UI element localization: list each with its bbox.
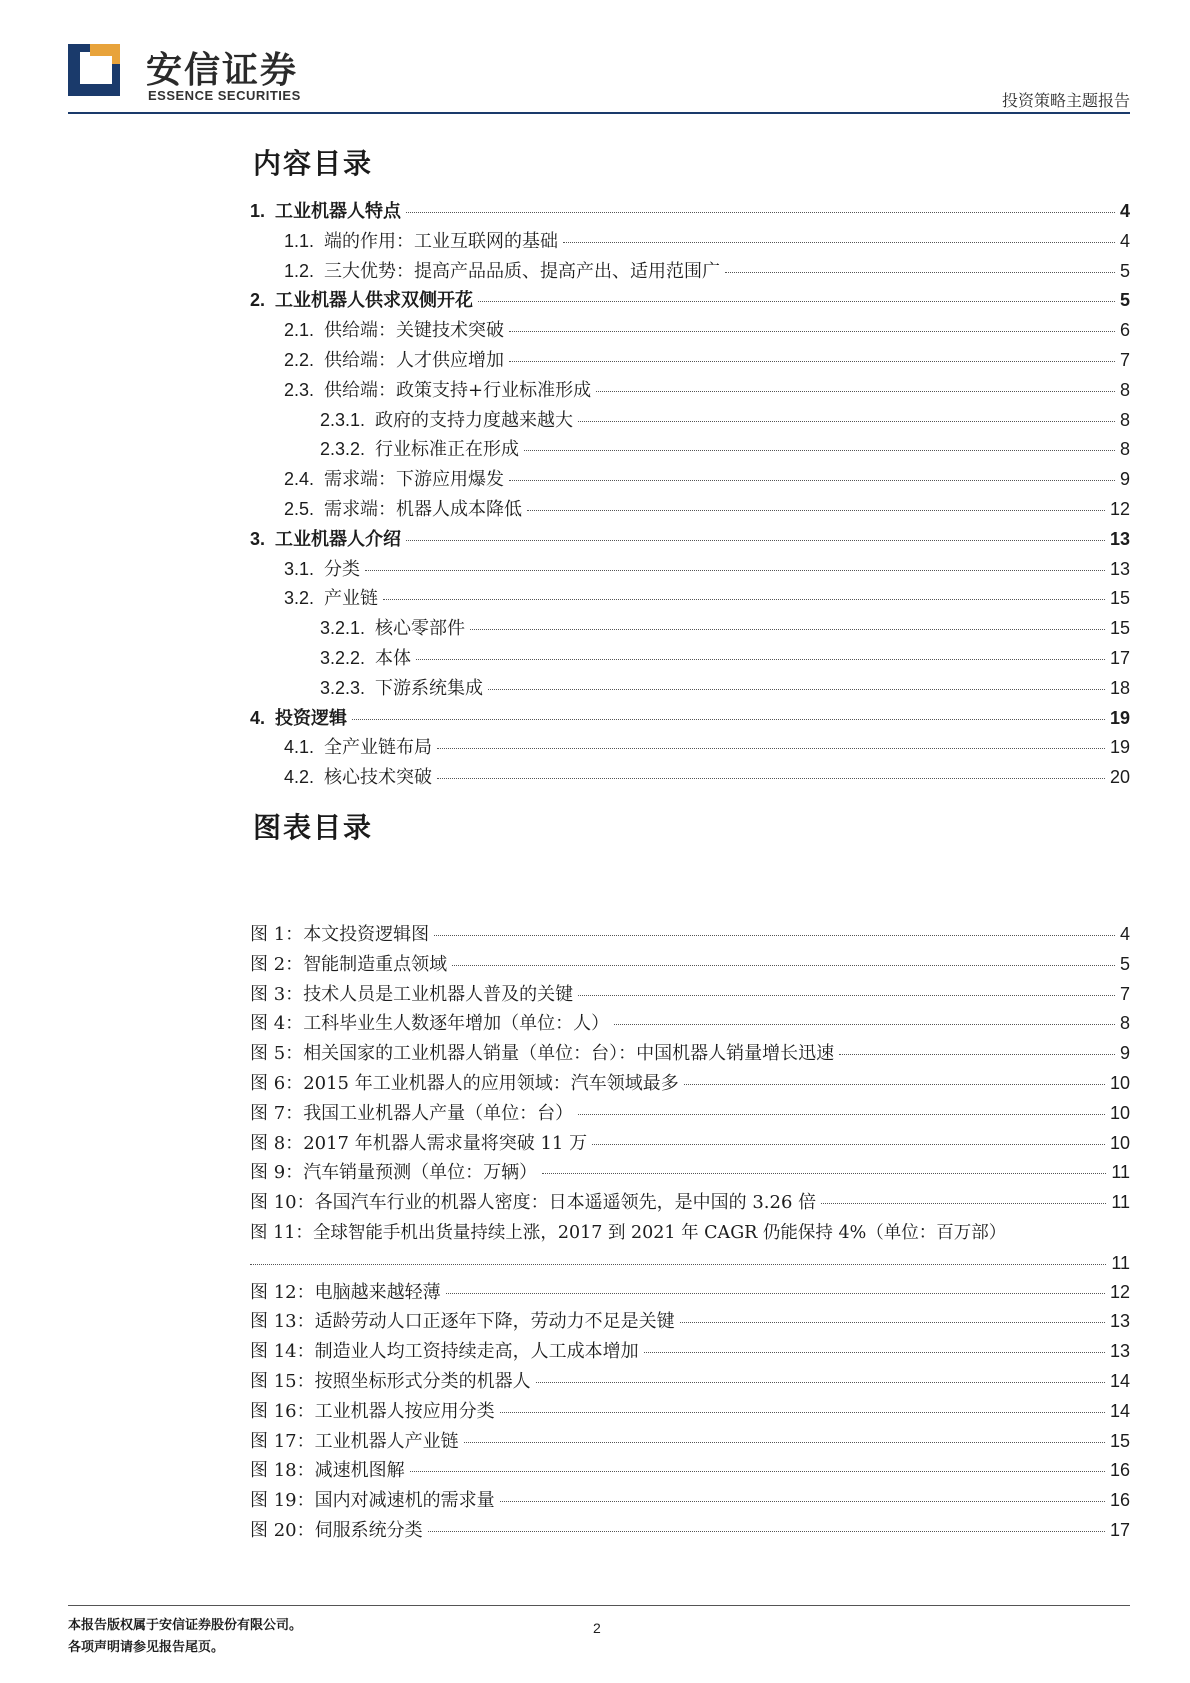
toc-entry-title: 全产业链布局 <box>324 737 433 759</box>
toc-entry[interactable] <box>284 257 1130 283</box>
toc-entry-page: 12 <box>1109 499 1130 519</box>
toc-entry[interactable] <box>250 525 1130 551</box>
figure-title: 工科毕业生人数逐年增加（单位：人） <box>303 1013 610 1035</box>
figure-page: 10 <box>1109 1102 1130 1123</box>
leader-dots <box>478 301 1115 302</box>
toc-entry-title: 工业机器人特点 <box>275 201 402 222</box>
leader-dots <box>452 965 1115 966</box>
figure-entry[interactable] <box>250 1188 1130 1214</box>
toc-entry-page: 19 <box>1109 707 1130 728</box>
toc-entry[interactable] <box>284 555 1130 581</box>
report-type-label: 投资策略主题报告 <box>1001 91 1130 110</box>
toc-entry-page: 19 <box>1109 737 1130 758</box>
toc-entry-title: 政府的支持力度越来越大 <box>375 409 574 431</box>
figure-page: 10 <box>1109 1132 1130 1153</box>
leader-dots <box>680 1322 1105 1323</box>
leader-dots <box>410 1471 1105 1472</box>
figure-title: 电脑越来越轻薄 <box>314 1281 441 1303</box>
figure-label: 图 11： <box>250 1223 313 1243</box>
leader-dots <box>821 1203 1106 1204</box>
toc-entry[interactable] <box>320 406 1130 432</box>
toc-entry-title: 投资逻辑 <box>275 707 348 729</box>
toc-entry-page: 4 <box>1119 230 1130 251</box>
toc-entry[interactable] <box>250 704 1130 730</box>
figure-label: 图 18： <box>250 1460 315 1482</box>
figure-page: 13 <box>1109 1311 1130 1332</box>
figures-title: 图表目录 <box>253 811 374 844</box>
leader-dots <box>437 748 1105 749</box>
toc-entry-number: 3.1. <box>284 558 315 579</box>
leader-dots <box>527 510 1105 511</box>
toc-entry-number: 2.4. <box>284 469 315 490</box>
figure-entry[interactable] <box>250 1307 1130 1333</box>
toc-entry-page: 5 <box>1119 290 1130 311</box>
leader-dots <box>509 361 1115 362</box>
toc-entry-number: 2.2. <box>284 350 315 370</box>
toc-entry[interactable] <box>284 584 1130 610</box>
figure-entry[interactable] <box>250 1367 1130 1393</box>
figure-page: 14 <box>1109 1400 1130 1421</box>
figure-page: 9 <box>1119 1043 1130 1064</box>
leader-dots <box>470 629 1105 630</box>
leader-dots <box>536 1382 1105 1383</box>
toc-entry[interactable] <box>320 674 1130 700</box>
figure-label: 图 13： <box>250 1311 315 1333</box>
leader-dots <box>614 1024 1115 1025</box>
toc-entry-number: 2.3.1. <box>320 409 366 430</box>
toc-entry[interactable] <box>250 197 1130 223</box>
header-divider <box>68 112 1130 114</box>
toc-entry-page: 4 <box>1119 201 1130 221</box>
figure-title: 按照坐标形式分类的机器人 <box>314 1371 531 1392</box>
figure-entry[interactable] <box>250 1039 1130 1065</box>
toc-entry-page: 5 <box>1119 260 1130 281</box>
leader-dots <box>500 1412 1105 1413</box>
figure-title: 本文投资逻辑图 <box>303 924 430 945</box>
toc-entry-page: 8 <box>1119 409 1130 430</box>
toc-entry[interactable] <box>284 733 1130 759</box>
toc-entry-title: 端的作用：工业互联网的基础 <box>324 230 559 252</box>
toc-entry-number: 3. <box>250 528 266 549</box>
toc-entry-title: 工业机器人供求双侧开花 <box>275 290 474 312</box>
toc-entry-page: 15 <box>1109 618 1130 639</box>
figure-title: 2015 年工业机器人的应用领域：汽车领域最多 <box>303 1073 679 1094</box>
figure-page: 11 <box>1111 1253 1130 1273</box>
toc-entry-number: 2.3.2. <box>320 439 366 460</box>
toc-entry[interactable] <box>284 465 1130 491</box>
figure-label: 图 3： <box>250 983 304 1005</box>
figure-entry[interactable] <box>250 1516 1130 1542</box>
leader-dots <box>725 272 1115 273</box>
figure-label: 图 1： <box>250 924 304 945</box>
toc-entry[interactable] <box>284 763 1130 789</box>
figure-page: 15 <box>1109 1430 1130 1451</box>
toc-entry-title: 下游系统集成 <box>375 677 484 699</box>
leader-dots <box>509 331 1115 332</box>
leader-dots <box>684 1084 1105 1085</box>
figure-label: 图 14： <box>250 1341 315 1363</box>
figure-title: 各国汽车行业的机器人密度：日本遥遥领先，是中国的 3.26 倍 <box>314 1192 817 1214</box>
leader-dots <box>428 1531 1105 1532</box>
toc-entry-title: 供给端：政策支持+行业标准形成 <box>324 379 592 401</box>
figure-title: 汽车销量预测（单位：万辆） <box>303 1162 538 1184</box>
toc-entry-number: 3.2. <box>284 588 315 609</box>
figure-title: 伺服系统分类 <box>314 1520 423 1541</box>
figure-title: 我国工业机器人产量（单位：台） <box>303 1102 574 1124</box>
toc-entry-number: 1.2. <box>284 260 315 281</box>
figure-page: 16 <box>1109 1460 1130 1481</box>
figure-title: 制造业人均工资持续走高，人工成本增加 <box>314 1341 639 1363</box>
figure-label: 图 9： <box>250 1162 304 1184</box>
leader-dots <box>509 480 1115 481</box>
leader-dots <box>383 599 1105 600</box>
figure-title: 工业机器人产业链 <box>314 1430 459 1452</box>
leader-dots <box>578 995 1115 996</box>
toc-entry-number: 2.5. <box>284 499 315 519</box>
toc-entry-title: 行业标准正在形成 <box>375 439 520 461</box>
figure-page: 16 <box>1109 1490 1130 1511</box>
leader-dots <box>578 421 1115 422</box>
figure-entry[interactable] <box>250 1427 1130 1453</box>
figure-title: 2017 年机器人需求量将突破 11 万 <box>303 1132 588 1154</box>
toc-entry-page: 8 <box>1119 439 1130 460</box>
figure-title: 国内对减速机的需求量 <box>314 1490 495 1512</box>
figure-title: 智能制造重点领域 <box>303 953 448 975</box>
toc-entry[interactable] <box>284 346 1130 372</box>
leader-dots <box>434 935 1115 936</box>
toc-entry-page: 7 <box>1119 350 1130 370</box>
figure-entry[interactable] <box>250 1158 1130 1184</box>
figure-page: 8 <box>1119 1013 1130 1034</box>
toc-entry-page: 8 <box>1119 379 1130 400</box>
toc-entry[interactable] <box>250 286 1130 312</box>
figure-label: 图 20： <box>250 1520 315 1541</box>
figure-entry[interactable] <box>250 1337 1130 1363</box>
toc-entry-title: 三大优势：提高产品品质、提高产出、适用范围广 <box>324 260 721 282</box>
toc-entry-title: 核心技术突破 <box>324 767 433 789</box>
toc-entry-number: 1.1. <box>284 230 315 251</box>
toc-entry-title: 需求端：下游应用爆发 <box>324 469 505 491</box>
toc-entry[interactable] <box>284 495 1130 521</box>
leader-dots <box>416 659 1105 660</box>
toc-entry-title: 本体 <box>375 648 412 669</box>
figure-label: 图 8： <box>250 1132 304 1154</box>
figure-label: 图 5： <box>250 1043 304 1065</box>
figure-entry[interactable] <box>250 1069 1130 1095</box>
toc-entry-title: 核心零部件 <box>375 618 466 640</box>
leader-dots <box>365 570 1105 571</box>
figure-entry[interactable] <box>250 1129 1130 1155</box>
contents-title: 内容目录 <box>253 147 374 180</box>
leader-dots <box>500 1501 1105 1502</box>
figure-page: 17 <box>1109 1520 1130 1540</box>
disclaimer-notice: 各项声明请参见报告尾页。 <box>68 1640 225 1655</box>
toc-entry-page: 18 <box>1109 677 1130 698</box>
figure-entry[interactable] <box>250 1456 1130 1482</box>
figure-label: 图 6： <box>250 1073 304 1094</box>
figure-title: 全球智能手机出货量持续上涨，2017 到 2021 年 CAGR 仍能保持 4%（单位：百万部） <box>312 1223 1007 1243</box>
toc-entry-title: 产业链 <box>324 588 379 610</box>
toc-entry-number: 2. <box>250 290 266 311</box>
toc-entry-title: 需求端：机器人成本降低 <box>324 499 523 520</box>
leader-dots <box>839 1054 1115 1055</box>
figure-title: 适龄劳动人口正逐年下降，劳动力不足是关键 <box>314 1311 675 1333</box>
figure-label: 图 10： <box>250 1192 315 1214</box>
figure-label: 图 4： <box>250 1013 304 1035</box>
toc-entry-title: 供给端：人才供应增加 <box>324 350 505 371</box>
figure-entry[interactable] <box>250 920 1130 946</box>
leader-dots <box>596 391 1115 392</box>
figure-page: 4 <box>1119 924 1130 944</box>
toc-entry-number: 4.2. <box>284 767 315 788</box>
leader-dots <box>406 540 1105 541</box>
toc-entry-page: 15 <box>1109 588 1130 609</box>
leader-dots <box>488 689 1105 690</box>
toc-entry-number: 4. <box>250 707 266 728</box>
toc-entry-title: 工业机器人介绍 <box>275 528 402 550</box>
figure-entry[interactable] <box>250 1099 1130 1125</box>
logo-text-en: ESSENCE SECURITIES <box>148 88 301 103</box>
figure-page: 14 <box>1109 1371 1130 1391</box>
copyright-notice: 本报告版权属于安信证券股份有限公司。 <box>68 1618 303 1633</box>
leader-dots <box>542 1173 1106 1174</box>
figure-page: 12 <box>1109 1281 1130 1302</box>
leader-dots <box>563 242 1115 243</box>
figure-label: 图 16： <box>250 1400 315 1422</box>
figure-page: 5 <box>1119 953 1130 974</box>
figure-page: 13 <box>1109 1341 1130 1362</box>
toc-entry-number: 1. <box>250 201 266 221</box>
toc-entry-title: 分类 <box>324 558 361 580</box>
toc-entry-title: 供给端：关键技术突破 <box>324 320 505 342</box>
leader-dots <box>250 1264 1106 1265</box>
leader-dots <box>437 778 1105 779</box>
toc-entry-number: 3.2.2. <box>320 648 366 668</box>
toc-entry[interactable] <box>284 227 1130 253</box>
toc-entry-page: 20 <box>1109 767 1130 788</box>
toc-entry-page: 6 <box>1119 320 1130 341</box>
figure-page: 11 <box>1111 1192 1130 1213</box>
figure-label: 图 2： <box>250 953 304 975</box>
figure-label: 图 7： <box>250 1102 304 1124</box>
toc-entry[interactable] <box>284 316 1130 342</box>
figure-page: 7 <box>1119 983 1130 1004</box>
figure-label: 图 15： <box>250 1371 315 1392</box>
toc-entry[interactable] <box>320 435 1130 461</box>
leader-dots <box>524 450 1115 451</box>
toc-entry[interactable] <box>320 644 1130 670</box>
figure-entry[interactable] <box>250 1218 1130 1278</box>
toc-entry-number: 2.1. <box>284 320 315 341</box>
leader-dots <box>406 212 1115 213</box>
figure-title: 相关国家的工业机器人销量（单位：台）：中国机器人销量增长迅速 <box>303 1043 835 1065</box>
toc-entry-page: 13 <box>1109 558 1130 579</box>
figure-entry[interactable] <box>250 1486 1130 1512</box>
toc-entry-page: 9 <box>1119 469 1130 490</box>
figure-entry[interactable] <box>250 1278 1130 1304</box>
figure-entry[interactable] <box>250 1009 1130 1035</box>
toc-entry[interactable] <box>284 376 1130 402</box>
figure-entry[interactable] <box>250 980 1130 1006</box>
page-header <box>68 40 1130 108</box>
figure-title: 工业机器人按应用分类 <box>314 1400 495 1422</box>
logo-text-cn: 安信证券 <box>146 50 299 91</box>
page-number: 2 <box>593 1620 601 1636</box>
leader-dots <box>592 1144 1105 1145</box>
leader-dots <box>464 1442 1105 1443</box>
figure-title: 减速机图解 <box>314 1460 405 1482</box>
figure-title: 技术人员是工业机器人普及的关键 <box>303 983 574 1005</box>
figure-label: 图 19： <box>250 1490 315 1512</box>
toc-entry-number: 3.2.3. <box>320 677 366 698</box>
figure-page: 11 <box>1111 1162 1130 1183</box>
logo-mark-icon <box>68 44 120 96</box>
leader-dots <box>578 1114 1105 1115</box>
toc-entry-number: 4.1. <box>284 737 315 758</box>
leader-dots <box>644 1352 1105 1353</box>
toc-entry-page: 17 <box>1109 648 1130 668</box>
toc-entry[interactable] <box>320 614 1130 640</box>
toc-entry-page: 13 <box>1109 528 1130 549</box>
leader-dots <box>352 719 1105 720</box>
figure-page: 10 <box>1109 1073 1130 1093</box>
figure-entry[interactable] <box>250 1397 1130 1423</box>
figure-label: 图 12： <box>250 1281 315 1303</box>
figure-label: 图 17： <box>250 1430 315 1452</box>
figure-entry[interactable] <box>250 950 1130 976</box>
toc-entry-number: 2.3. <box>284 379 315 400</box>
footer-divider <box>68 1605 1130 1606</box>
leader-dots <box>446 1293 1105 1294</box>
toc-entry-number: 3.2.1. <box>320 618 366 639</box>
